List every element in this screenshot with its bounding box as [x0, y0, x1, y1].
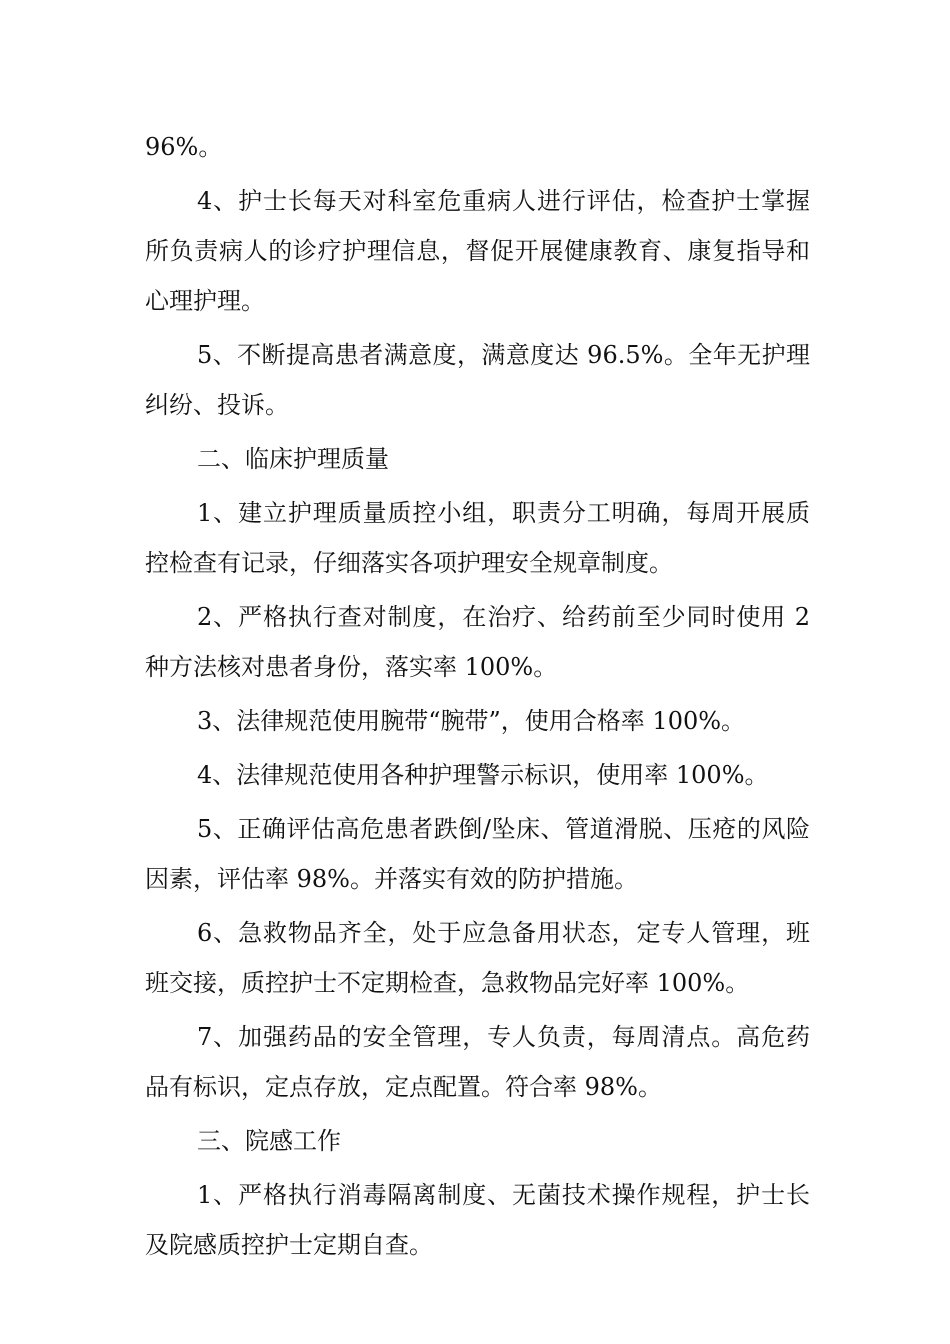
paragraph-item-4-assessment: 4、护士长每天对科室危重病人进行评估，检查护士掌握所负责病人的诊疗护理信息，督促开展健康教育、康复指导和心理护理。 — [145, 187, 810, 315]
paragraph-continuation: 96%。 — [145, 133, 223, 161]
section-heading-infection-control: 三、院感工作 — [197, 1127, 341, 1155]
paragraph-item-6-emergency-supplies: 6、急救物品齐全，处于应急备用状态，定专人管理，班班交接，质控护士不定期检查，急救物品完好率 100%。 — [145, 919, 810, 997]
paragraph-item-2-verification: 2、严格执行查对制度，在治疗、给药前至少同时使用 2 种方法核对患者身份，落实率 100%。 — [145, 603, 810, 681]
section-heading-clinical-quality: 二、临床护理质量 — [197, 445, 389, 473]
paragraph-item-1-quality-group: 1、建立护理质量质控小组，职责分工明确，每周开展质控检查有记录，仔细落实各项护理安全规章制度。 — [145, 499, 810, 577]
paragraph-item-1-disinfection: 1、严格执行消毒隔离制度、无菌技术操作规程，护士长及院感质控护士定期自查。 — [145, 1181, 810, 1259]
paragraph-item-5-risk-assessment: 5、正确评估高危患者跌倒/坠床、管道滑脱、压疮的风险因素，评估率 98%。并落实有效的防护措施。 — [145, 815, 810, 893]
paragraph-item-3-wristband: 3、法律规范使用腕带“腕带”，使用合格率 100%。 — [197, 707, 746, 735]
document-body — [145, 122, 810, 1274]
paragraph-item-5-satisfaction: 5、不断提高患者满意度，满意度达 96.5%。全年无护理纠纷、投诉。 — [145, 341, 810, 419]
paragraph-item-4-warning-signs: 4、法律规范使用各种护理警示标识，使用率 100%。 — [197, 761, 769, 789]
paragraph-item-7-drug-management: 7、加强药品的安全管理，专人负责，每周清点。高危药品有标识，定点存放，定点配置。符合率 98%。 — [145, 1023, 810, 1101]
